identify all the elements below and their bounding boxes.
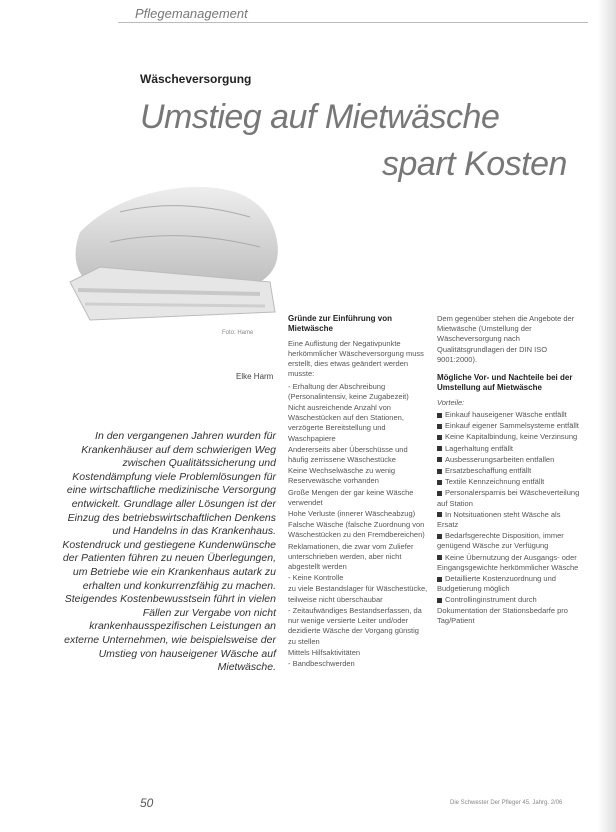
bullet-icon bbox=[437, 491, 442, 496]
bullet-icon bbox=[437, 512, 442, 517]
list-item: Hohe Verluste (innerer Wäscheabzug) bbox=[288, 509, 416, 519]
list-item: Controllinginstrument durch Dokumentation der Stationsbedarfe pro Tag/Patient bbox=[437, 595, 568, 625]
list-item: Keine Kapitalbindung, keine Verzinsung bbox=[437, 432, 582, 442]
list-item: Mittels Hilfsaktivitäten bbox=[288, 647, 361, 657]
bullet-icon bbox=[437, 424, 442, 429]
author: Elke Harm bbox=[236, 372, 274, 381]
bullet-icon bbox=[437, 555, 442, 560]
bullet-icon bbox=[437, 598, 442, 603]
section-header: Pflegemanagement bbox=[135, 6, 248, 21]
laundry-photo bbox=[60, 172, 290, 322]
list-item: Nicht ausreichende Anzahl von Wäschestücken auf den Stationen, verzögerte Bereitstellung und Waschpapiere bbox=[288, 403, 404, 443]
list-item: Bedarfsgerechte Disposition, immer genügend Wäsche zur Verfügung bbox=[437, 531, 564, 551]
column-pros-heading: Mögliche Vor- und Nachteile bei der Umstellung auf Mietwäsche bbox=[437, 373, 573, 393]
bullet-icon bbox=[437, 435, 442, 440]
reasons-list bbox=[288, 382, 428, 669]
list-item: Keine Wechselwäsche zu wenig Reservewäsche vorhanden bbox=[288, 466, 396, 486]
list-item: Ausbesserungsarbeiten entfallen bbox=[437, 455, 582, 465]
bullet-icon bbox=[437, 480, 442, 485]
list-item: - Keine Kontrolle bbox=[288, 573, 344, 583]
column-reasons bbox=[288, 314, 428, 670]
intro-text: In den vergangenen Jahren wurden für Krankenhäuser auf dem schwierigen Weg zwischen Qualitätssicherung und Kostendämpfung viele Problemlösungen für eine wirtschaftliche medizinische Versorgung entwickelt. Grundlage aller Lösungen ist der Einzug des betriebswirtschaftlichen Denkens und Handelns in das Krankenhaus. Kostendruck und gestiegene Kundenwünsche der Patienten führen zu neuen Überlegungen, um Betriebe wie ein Krankenhaus autark zu erhalten und konkurrenzfähig zu machen. Steigendes Kostenbewusstsein führt in vielen Fällen zur Vergabe von nicht krankenhausspezifischen Leistungen an externe Unternehmen, wie beispielsweise der Umstieg von hauseigener Wäsche auf Mietwäsche. bbox=[62, 430, 276, 674]
photo-credit: Foto: Hame bbox=[222, 330, 254, 336]
article-kicker: Wäscheversorgung bbox=[140, 72, 252, 86]
advantages-list bbox=[437, 410, 582, 626]
list-item: In Notsituationen steht Wäsche als Ersatz bbox=[437, 509, 561, 530]
article-title-line2: spart Kosten bbox=[382, 145, 567, 183]
list-item: Falsche Wäsche (falsche Zuordnung von Wäschestücken zu den Fremdbereichen) bbox=[288, 520, 425, 540]
bullet-icon bbox=[437, 413, 442, 418]
list-item: zu viele Bestandslager für Wäschestücke, teilweise nicht überschaubar bbox=[288, 584, 428, 604]
column-reasons-lead: Eine Auflistung der Negativpunkte herkömmlicher Wäscheversorgung muss erstellt, dies etwas geändert werden musste: bbox=[288, 338, 424, 379]
list-item: Keine Übernutzung der Ausgangs- oder Eingangsgewichte herkömmlicher Wäsche bbox=[437, 552, 579, 572]
bullet-icon bbox=[437, 457, 442, 462]
list-item: Ersatzbeschaffung entfällt bbox=[437, 466, 582, 476]
list-item: Einkauf hauseigener Wäsche entfällt bbox=[437, 410, 582, 420]
list-item: Reklamationen, die zwar vom Zuliefer unterschrieben werden, aber nicht abgestellt werden bbox=[288, 541, 414, 572]
list-item: - Zeitaufwändiges Bestandserfassen, da nur wenige versierte Leiter und/oder dezidierte Wäsche der Vorgang günstig zu stellen bbox=[288, 605, 422, 646]
journal-footer: Die Schwester Der Pfleger 45. Jahrg. 2/06 bbox=[450, 800, 563, 806]
bullet-icon bbox=[437, 469, 442, 474]
intro-paragraph bbox=[60, 430, 276, 675]
list-item: Detaillierte Kostenzuordnung und Budgetierung möglich bbox=[437, 574, 556, 594]
list-item: Lagerhaltung entfällt bbox=[437, 444, 582, 454]
list-item: Große Mengen der gar keine Wäsche verwendet bbox=[288, 487, 414, 507]
list-item: Textile Kennzeichnung entfällt bbox=[437, 477, 582, 487]
column-pros bbox=[437, 314, 582, 627]
column-pros-lead: Dem gegenüber stehen die Angebote der Mietwäsche (Umstellung der Wäscheversorgung nach Qualitätsgrundlagen der DIN ISO 9001:2000). bbox=[437, 314, 575, 364]
list-item: Einkauf eigener Sammelsysteme entfällt bbox=[437, 421, 582, 431]
article-title-line1: Umstieg auf Mietwäsche bbox=[140, 98, 500, 136]
page-number: 50 bbox=[140, 796, 154, 810]
advantages-label: Vorteile: bbox=[437, 397, 465, 407]
list-item: - Erhaltung der Abschreibung (Personalintensiv, keine Zugabezeit) bbox=[288, 381, 409, 401]
bullet-icon bbox=[437, 446, 442, 451]
bullet-icon bbox=[437, 577, 442, 582]
list-item: Personalersparnis bei Wäscheverteilung auf Station bbox=[437, 488, 580, 508]
page-gutter-shadow bbox=[598, 0, 616, 832]
list-item: - Bandbeschwerden bbox=[288, 658, 355, 668]
header-rule bbox=[118, 22, 588, 23]
column-reasons-heading: Gründe zur Einführung von Mietwäsche bbox=[288, 314, 392, 334]
list-item: Andererseits aber Überschüsse und häufig zerrissene Wäschestücke bbox=[288, 444, 408, 465]
bullet-icon bbox=[437, 534, 442, 539]
